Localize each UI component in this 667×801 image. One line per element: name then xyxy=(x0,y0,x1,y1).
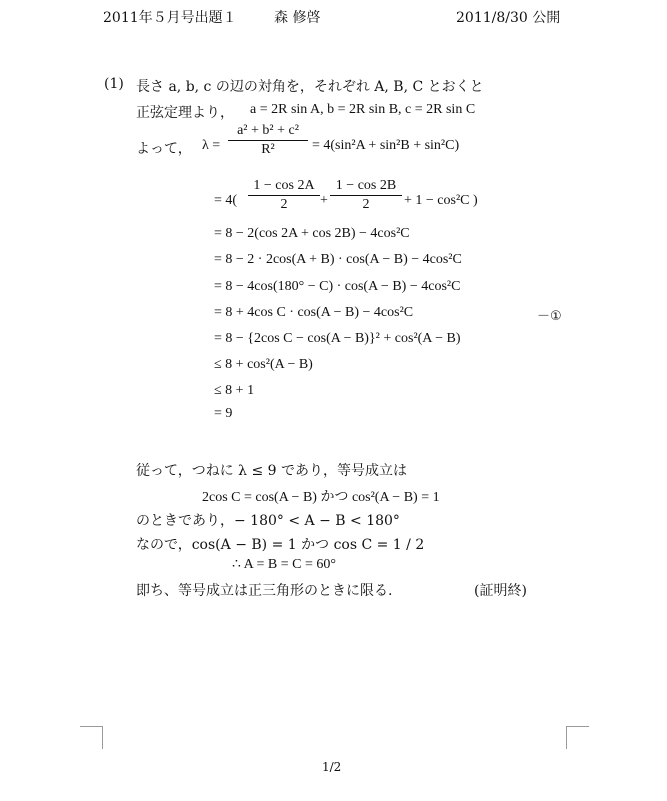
header-date: 2011/8/30 公開 xyxy=(456,10,561,26)
page-number: 1/2 xyxy=(322,760,342,774)
qed-mark: (証明終) xyxy=(474,583,527,599)
step-1-plus: + xyxy=(320,193,328,208)
fraction-bar xyxy=(330,195,402,196)
conclusion-line-5: ∴ A = B = C = 60° xyxy=(232,557,336,572)
yotte-label: よって， xyxy=(136,141,192,157)
intro-line-1: 長さ a, b, c の辺の対角を，それぞれ A, B, C とおくと xyxy=(136,79,484,95)
conclusion-line-3: のときであり，− 180° < A − B < 180° xyxy=(136,513,400,529)
conclusion-line-1: 従って，つねに λ ≤ 9 であり，等号成立は xyxy=(136,463,408,479)
equation-marker-1: －① xyxy=(537,309,562,324)
header-author: 森 修啓 xyxy=(274,10,321,26)
problem-number: (1) xyxy=(104,76,124,92)
fraction-bar xyxy=(228,140,308,141)
fraction-2-denominator: 2 xyxy=(362,197,370,212)
step-8: ≤ 8 + 1 xyxy=(214,383,255,398)
header-title: 2011年５月号出題１ xyxy=(103,10,237,26)
step-1-suffix: + 1 − cos²C ) xyxy=(404,193,478,208)
lambda-rhs: = 4(sin²A + sin²B + sin²C) xyxy=(312,138,460,153)
conclusion-line-4: なので，cos(A − B) = 1 かつ cos C = 1 / 2 xyxy=(136,537,425,553)
sine-rule-equation: a = 2R sin A, b = 2R sin B, c = 2R sin C xyxy=(250,102,476,117)
lambda-lhs: λ = xyxy=(202,138,221,153)
step-3: = 8 − 2 · 2cos(A + B) · cos(A − B) − 4cos²C xyxy=(214,252,462,267)
fraction-bar xyxy=(248,195,320,196)
step-1-fraction-1 xyxy=(248,178,320,213)
fraction-2-numerator: 1 − cos 2B xyxy=(335,178,397,193)
lambda-denominator: R² xyxy=(261,142,275,157)
conclusion-line-2: 2cos C = cos(A − B) かつ cos²(A − B) = 1 xyxy=(202,490,440,505)
lambda-numerator: a² + b² + c² xyxy=(237,123,299,138)
step-5: = 8 + 4cos C · cos(A − B) − 4cos²C xyxy=(214,305,414,320)
step-9: = 9 xyxy=(214,406,233,421)
fraction-1-numerator: 1 − cos 2A xyxy=(253,178,315,193)
step-7: ≤ 8 + cos²(A − B) xyxy=(214,357,313,372)
sine-rule-label: 正弦定理より， xyxy=(136,105,234,121)
step-6: = 8 − {2cos C − cos(A − B)}² + cos²(A − B) xyxy=(214,331,461,346)
conclusion-line-6: 即ち、等号成立は正三角形のときに限る. xyxy=(136,583,393,599)
crop-mark-right xyxy=(566,726,589,749)
step-1-prefix: = 4( xyxy=(214,193,238,208)
fraction-1-denominator: 2 xyxy=(280,197,288,212)
lambda-fraction xyxy=(228,123,308,158)
step-4: = 8 − 4cos(180° − C) · cos(A − B) − 4cos²C xyxy=(214,279,461,294)
crop-mark-left xyxy=(80,726,103,749)
step-1-fraction-2 xyxy=(330,178,402,213)
step-2: = 8 − 2(cos 2A + cos 2B) − 4cos²C xyxy=(214,226,410,241)
